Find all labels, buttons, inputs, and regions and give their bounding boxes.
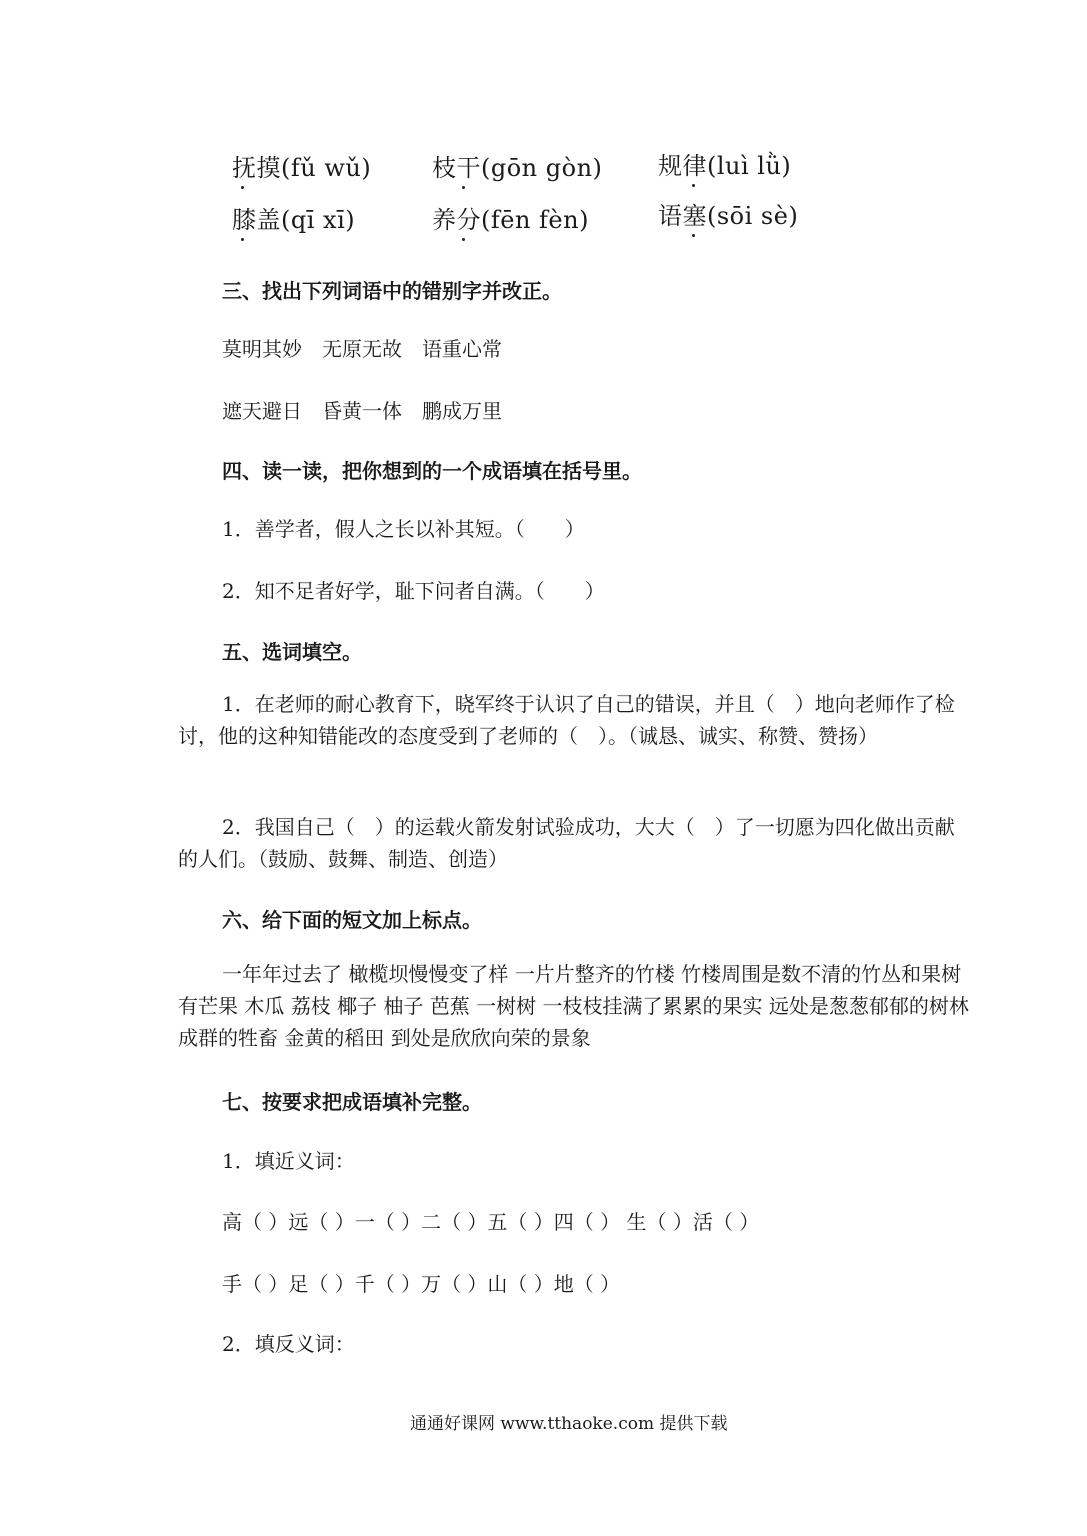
- section-7-line-2: 手（ ）足（ ）千（ ）万（ ）山（ ）地（ ）: [222, 1272, 621, 1296]
- section-7-sub-2: 2．填反义词：: [222, 1332, 355, 1356]
- section-5-heading: 五、选词填空。: [222, 640, 362, 664]
- section-4-item-1: 1．善学者，假人之长以补其短。（ ）: [222, 517, 585, 541]
- section-6-text: 一年年过去了 橄榄坝慢慢变了样 一片片整齐的竹楼 竹楼周围是数不清的竹丛和果树 有芒果 木瓜 荔枝 椰子 柚子 芭蕉 一树树 一枝枝挂满了累累的果实 远处是葱葱郁郁的树林 成群的牲畜 金黄的稻田 到处是欣欣向荣的景象: [178, 962, 969, 1050]
- section-3-line-1: 莫明其妙 无原无故 语重心常: [222, 337, 502, 361]
- pinyin-item: 规律(luì lǜ): [658, 152, 792, 180]
- pinyin-item: 枝干(gōn gòn): [432, 154, 603, 182]
- emphasis-dot: [462, 238, 465, 241]
- emphasis-dot: [241, 186, 244, 189]
- emphasis-dot: [692, 234, 695, 237]
- section-7-line-1: 高（ ）远（ ）一（ ）二（ ）五（ ）四（ ） 生（ ）活（ ）: [222, 1210, 760, 1234]
- section-3-heading: 三、找出下列词语中的错别字并改正。: [222, 279, 562, 303]
- section-5-item-1: 1．在老师的耐心教育下，晓军终于认识了自己的错误，并且（ ）地向老师作了检讨，他的这种知错能改的态度受到了老师的（ ）。（诚恳、诚实、称赞、赞扬）: [178, 692, 955, 748]
- section-4-heading: 四、读一读，把你想到的一个成语填在括号里。: [222, 459, 642, 483]
- pinyin-item: 膝盖(qī xī): [232, 206, 356, 234]
- pinyin-item: 语塞(sōi sè): [658, 202, 799, 230]
- emphasis-dot: [692, 184, 695, 187]
- section-5-item-2: 2．我国自己（ ）的运载火箭发射试验成功，大大（ ）了一切愿为四化做出贡献的人们。（鼓励、鼓舞、制造、创造）: [178, 815, 955, 871]
- pinyin-item: 抚摸(fǔ wǔ): [232, 154, 372, 182]
- section-7-heading: 七、按要求把成语填补完整。: [222, 1090, 482, 1114]
- section-3-line-2: 遮天避日 昏黄一体 鹏成万里: [222, 399, 502, 423]
- section-7-sub-1: 1．填近义词：: [222, 1149, 355, 1173]
- section-4-item-2: 2．知不足者好学，耻下问者自满。（ ）: [222, 579, 605, 603]
- page-footer: 通通好课网 www.tthaoke.com 提供下载: [410, 1414, 728, 1434]
- section-6-heading: 六、给下面的短文加上标点。: [222, 908, 482, 932]
- emphasis-dot: [241, 238, 244, 241]
- pinyin-item: 养分(fēn fèn): [432, 206, 589, 234]
- emphasis-dot: [462, 186, 465, 189]
